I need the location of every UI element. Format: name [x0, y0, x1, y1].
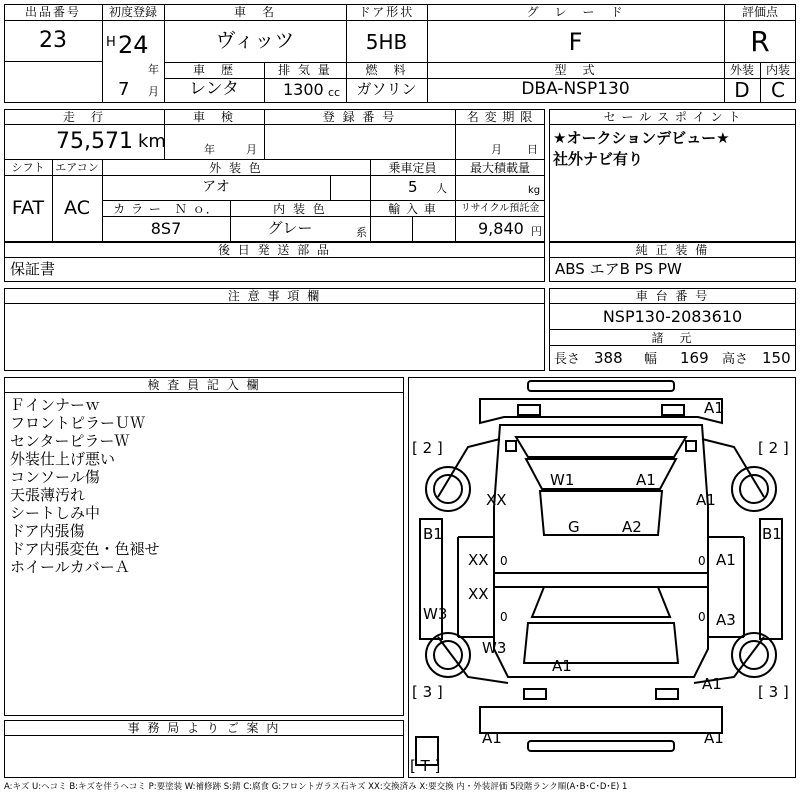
mark-front-door-left-zero: 0 [500, 554, 508, 568]
mark-quarter-right: A1 [702, 675, 722, 693]
history-label: 車 歴 [192, 63, 235, 77]
mark-rear-bumper-right: A1 [704, 729, 724, 747]
mark-front-door-right: A1 [716, 551, 736, 569]
inspection-month-unit: 月 [246, 143, 257, 156]
recycle-unit: 円 [531, 225, 542, 238]
capacity-label: 乗車定員 [388, 161, 437, 175]
displacement-unit: cc [328, 86, 341, 99]
first-reg-month-unit: 月 [148, 85, 159, 98]
length-label: 長さ [554, 352, 581, 367]
mark-tire-fr: [ 2 ] [758, 439, 789, 457]
width: 169 [680, 349, 709, 367]
inspector-item: Ｆインナーｗ [10, 396, 101, 414]
score: R [750, 25, 770, 58]
inspector-item: ホイールカバーＡ [10, 558, 130, 576]
name-change-month-unit: 月 [491, 143, 502, 156]
history: レンタ [189, 79, 239, 99]
shift-label: シフト [11, 161, 45, 174]
name-change-label: 名 変 期 限 [466, 110, 534, 124]
shift: FAT [11, 197, 45, 219]
inspector-item: シートしみ中 [10, 504, 101, 522]
color-label: 外 装 色 [209, 161, 263, 175]
later-parts: 保証書 [10, 260, 56, 278]
sales-point-1: ★オークションデビュー★ [553, 129, 730, 147]
height: 150 [762, 349, 791, 367]
name-change-day-unit: 日 [527, 143, 538, 156]
mark-quarter-left: W3 [482, 639, 507, 657]
sales-point-label: セ ー ル ス ポ イ ン ト [603, 110, 742, 124]
notes-label: 注 意 事 項 欄 [227, 289, 322, 303]
model: DBA-NSP130 [521, 79, 630, 99]
spec-label: 諸 元 [651, 331, 694, 345]
mark-rear-door-right: A3 [716, 611, 736, 629]
inspection-year-unit: 年 [204, 143, 215, 156]
first-reg-year: 24 [118, 31, 149, 59]
inspection-label: 車 検 [192, 110, 235, 124]
grade: F [568, 28, 583, 56]
length: 388 [594, 349, 623, 367]
recycle-label: リサイクル預託金 [460, 203, 540, 214]
first-reg-year-unit: 年 [148, 63, 159, 76]
mark-rear-door-left: XX [468, 585, 489, 603]
inspector-item: ドア内張変色・色褪せ [10, 540, 160, 558]
inspector-item: コンソール傷 [10, 468, 100, 486]
exterior-label: 外装 [729, 63, 754, 77]
interior-color-unit: 系 [356, 226, 367, 239]
displacement-label: 排 気 量 [278, 63, 332, 77]
fuel-label: 燃 料 [365, 63, 408, 77]
mark-front-bumper: A1 [704, 399, 724, 417]
inspector-item: センターピラーＷ [10, 432, 130, 450]
color-no-label: カ ラ ー Ｎ ｏ． [113, 202, 219, 216]
mileage: 75,571 [56, 129, 133, 154]
mark-tire-fl: [ 2 ] [412, 439, 443, 457]
legend-footer: A:キズ U:ヘコミ B:キズを伴うヘコミ P:要塗装 W:補修跡 S:錆 C:腐食 G:フロントガラス石キズ XX:交換済み X:要交換 内・外装評価 5段階ランク順(A･B･C･D･E) 1 [4, 782, 628, 792]
mark-rear-door-left-zero: 0 [500, 610, 508, 624]
mark-front-door-left: XX [468, 551, 489, 569]
inspector-label: 検 査 員 記 入 欄 [147, 378, 261, 392]
inspector-list [10, 396, 160, 576]
office-label: 事 務 局 よ り ご 案 内 [127, 721, 281, 735]
capacity: 5 [408, 178, 418, 196]
model-label: 型 式 [554, 63, 597, 77]
mark-bonnet-right: A1 [636, 471, 656, 489]
mark-fender-right: A1 [696, 491, 716, 509]
lot-no-label: 出品番号 [24, 5, 81, 19]
first-reg-label: 初度登録 [108, 5, 157, 19]
mark-hatch: A1 [552, 657, 572, 675]
first-reg-era: H [106, 35, 116, 50]
later-parts-label: 後 日 発 送 部 品 [217, 243, 332, 257]
fuel: ガソリン [356, 80, 417, 98]
ac: AC [64, 197, 90, 219]
car-diagram [408, 377, 796, 778]
lot-no: 23 [39, 28, 67, 53]
width-label: 幅 [644, 352, 658, 367]
mark-front-door-right-zero: 0 [698, 554, 706, 568]
interior-color: グレー [267, 219, 313, 237]
color-no: 8S7 [150, 219, 182, 238]
color: アオ [202, 179, 230, 195]
door-label: ドア形状 [358, 5, 415, 19]
interior-grade: C [771, 78, 785, 102]
mark-fender-left: XX [486, 491, 507, 509]
grade-label: グ レ ー ド [526, 5, 625, 19]
mark-roof: G [568, 518, 580, 536]
equipment-label: 純 正 装 備 [635, 243, 710, 257]
inspector-item: 天張薄汚れ [10, 486, 86, 504]
interior-label: 内装 [765, 63, 790, 77]
mark-spare-tire: [ T ] [410, 757, 441, 775]
inspector-item: フロントピラーＵＷ [10, 414, 146, 432]
inspector-item: ドア内張傷 [10, 522, 85, 540]
door: 5HB [365, 30, 408, 54]
mark-sill-left: W3 [423, 605, 448, 623]
ac-label: エアコン [55, 161, 99, 174]
mark-rear-door-right-zero: 0 [698, 610, 706, 624]
import-label: 輸 入 車 [388, 202, 437, 216]
mark-rear-bumper-left: A1 [482, 729, 502, 747]
height-label: 高さ [722, 352, 749, 367]
mark-roof-right: A2 [622, 518, 642, 536]
car-name: ヴィッツ [215, 28, 295, 52]
capacity-unit: 人 [436, 182, 447, 195]
inspector-item: 外装仕上げ悪い [10, 450, 116, 468]
exterior-grade: D [734, 78, 750, 102]
mileage-label: 走 行 [62, 110, 105, 124]
chassis: NSP130-2083610 [602, 307, 743, 326]
mark-tire-rl: [ 3 ] [412, 683, 443, 701]
sales-point-2: 社外ナビ有り [553, 150, 644, 168]
max-load-unit: kg [528, 185, 541, 196]
mark-tire-rr: [ 3 ] [758, 683, 789, 701]
displacement: 1300 [283, 80, 324, 99]
mark-pillar-left: B1 [423, 525, 443, 543]
reg-no-label: 登 録 番 号 [322, 110, 397, 124]
score-label: 評価点 [741, 5, 778, 19]
max-load-label: 最大積載量 [469, 161, 530, 175]
equipment: ABS エアB PS PW [555, 260, 682, 278]
car-name-label: 車 名 [233, 5, 276, 19]
first-reg-month: 7 [118, 79, 130, 100]
chassis-label: 車 台 番 号 [635, 289, 710, 303]
interior-color-label: 内 装 色 [273, 202, 327, 216]
mark-bonnet-left: W1 [550, 471, 575, 489]
mark-pillar-right: B1 [762, 525, 782, 543]
mileage-unit: km [138, 131, 166, 152]
recycle: 9,840 [478, 219, 524, 238]
